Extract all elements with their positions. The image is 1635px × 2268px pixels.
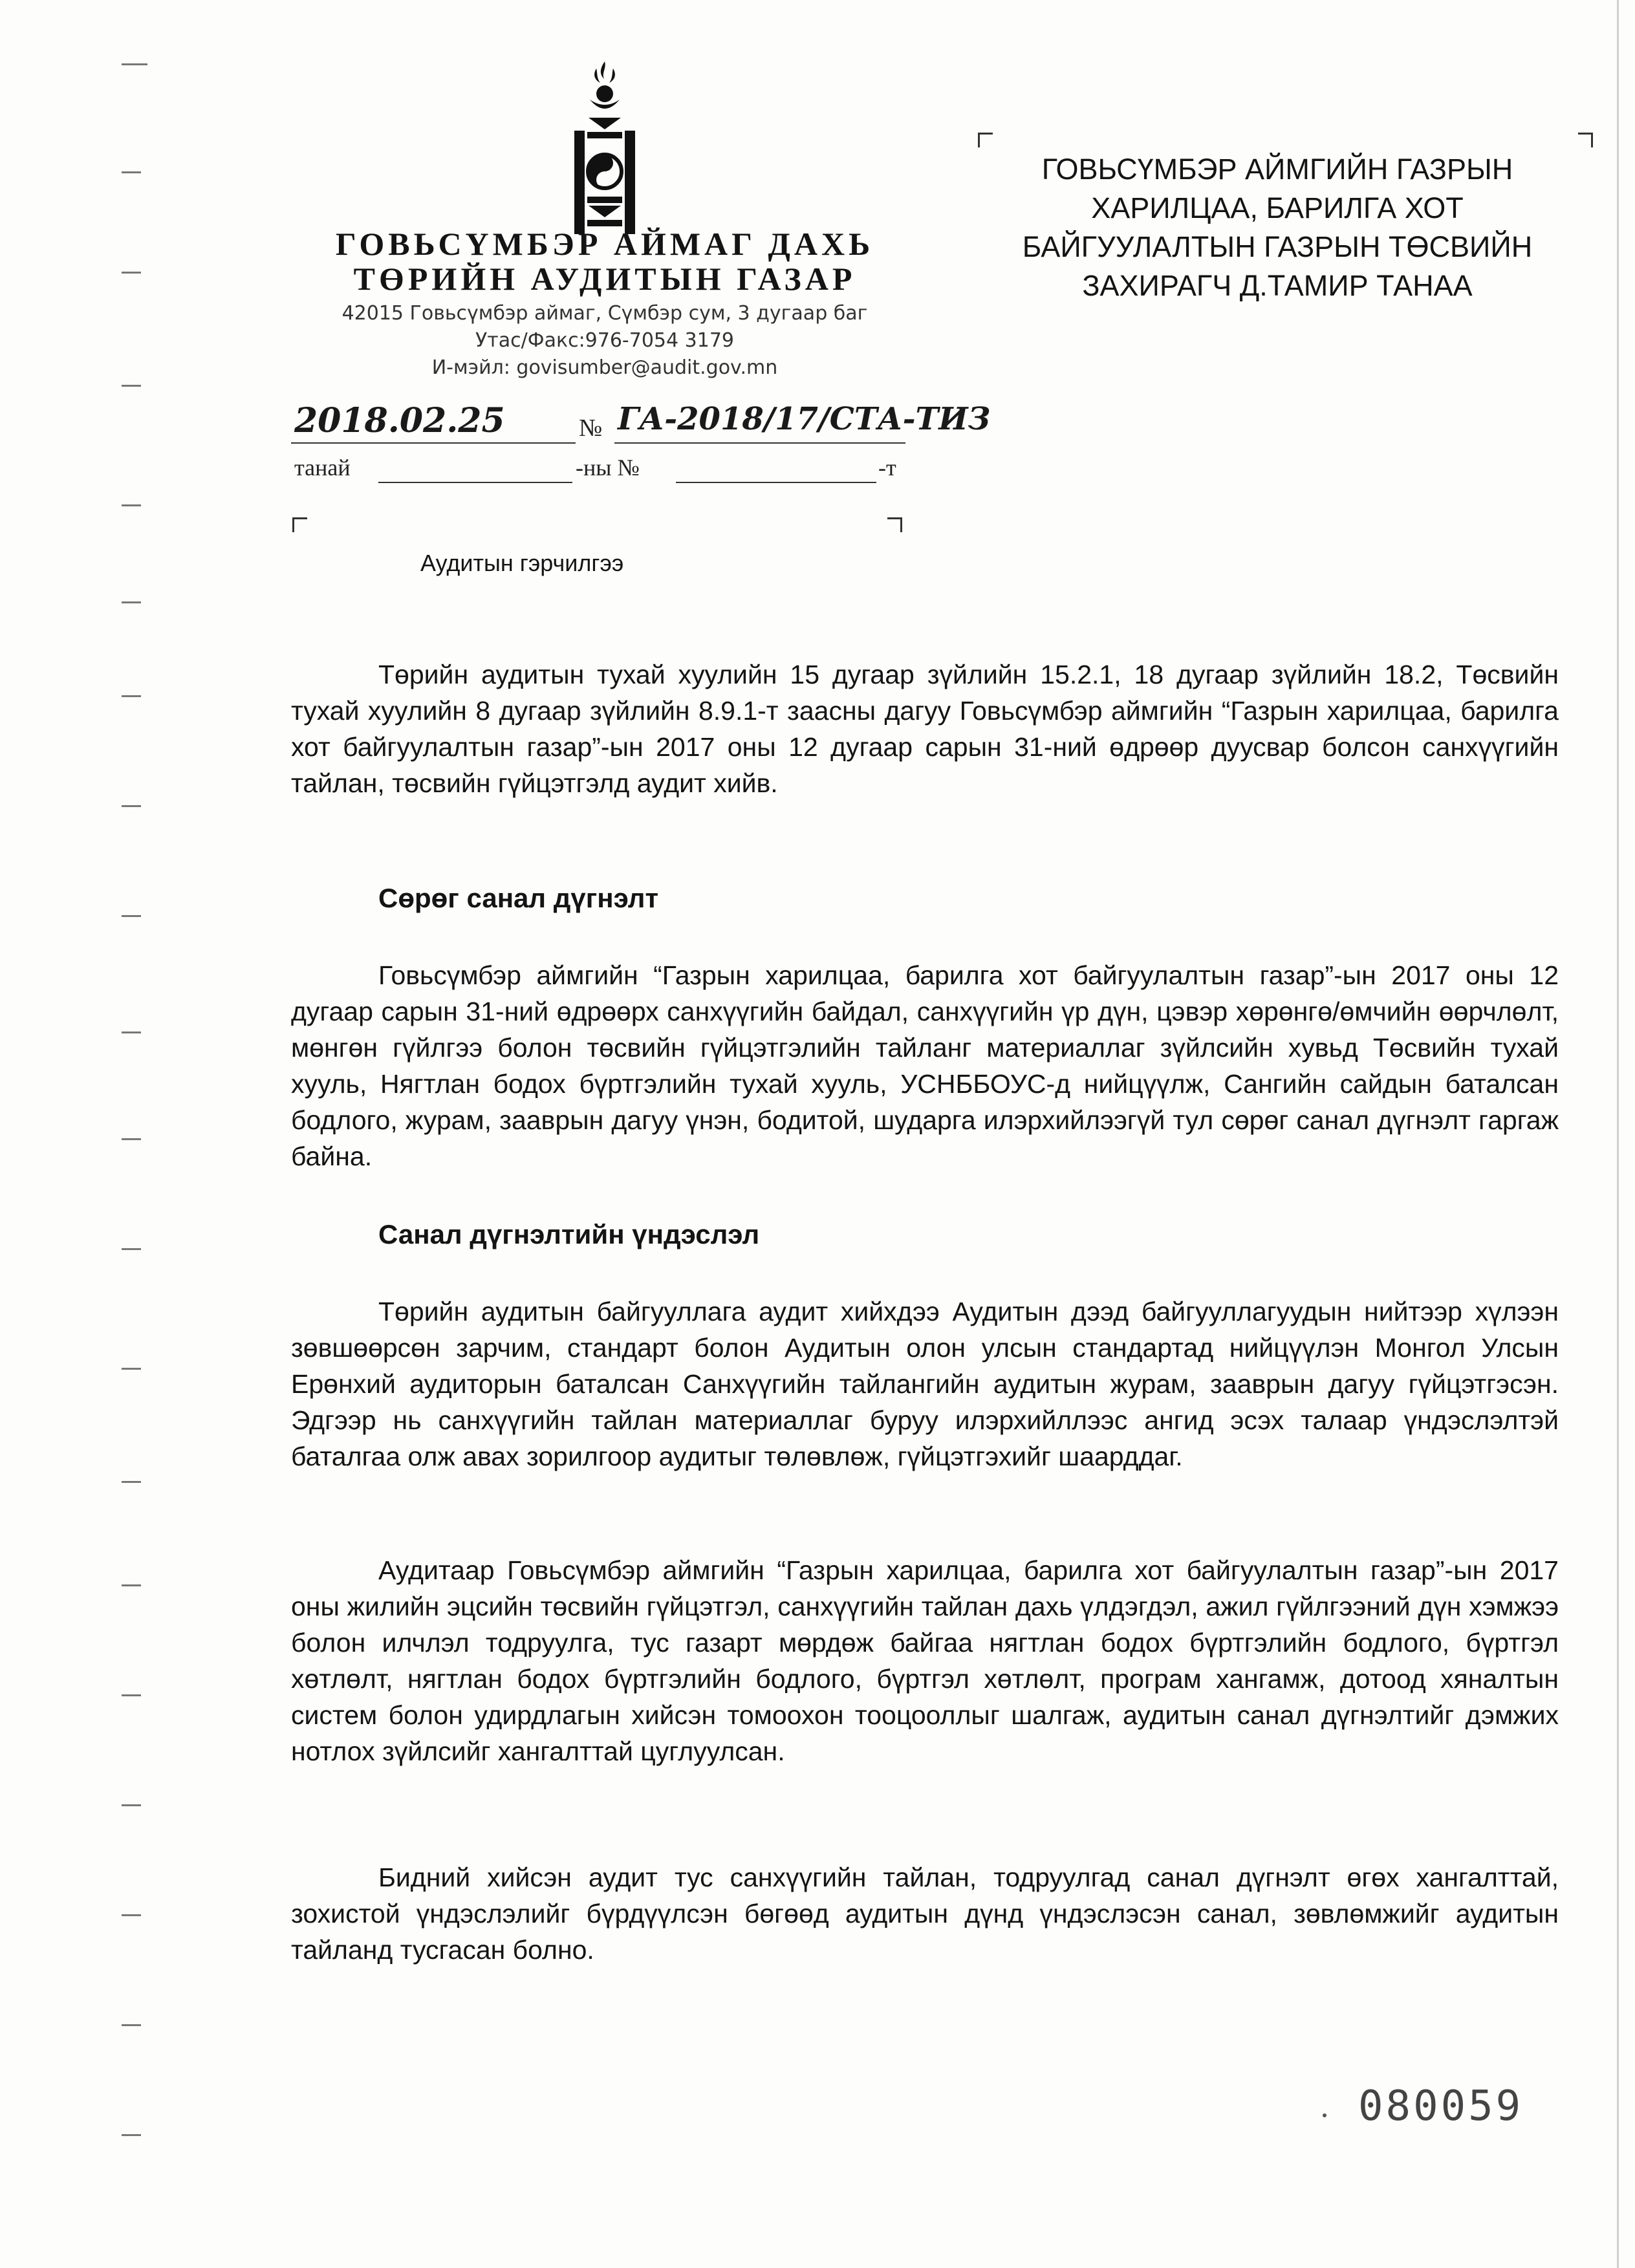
- handwritten-letter-number: ГА-2018/17/СТА-ТИЗ: [618, 401, 991, 437]
- your-label: танай: [294, 455, 351, 481]
- issuer-block: [272, 226, 938, 382]
- issuer-name-line1: ГОВЬСҮМБЭР АЙМАГ ДАХЬ: [335, 226, 874, 262]
- your-date-underline: [378, 482, 572, 483]
- scan-edge-mark: [122, 171, 141, 173]
- scan-edge-mark: [122, 1584, 141, 1586]
- paragraph-intro: Төрийн аудитын тухай хуулийн 15 дугаар зүйлийн 15.2.1, 18 дугаар зүйлийн 18.2, Төсвийн тухай хуулийн 8 дугаар зүйлийн 8.9.1-т заасны дагуу Говьсүмбэр аймгийн “Газрын харилцаа, барилга хот байгуулалтын газар”-ын 2017 оны 12 дугаар сарын 31-ний өдрөөр дуусвар болсон санхүүгийн тайлан, төсвийн гүйцэтгэлд аудит хийв.: [291, 660, 1559, 798]
- soyombo-emblem-icon: [556, 58, 653, 246]
- your-number-label: -ны №: [576, 455, 640, 481]
- scan-edge-mark: [122, 601, 141, 603]
- heading-basis-for-opinion: Санал дүгнэлтийн үндэслэл: [378, 1219, 760, 1249]
- your-number-suffix: -т: [878, 455, 896, 481]
- scan-edge-mark: [122, 1481, 141, 1483]
- scan-edge-mark: [122, 385, 141, 387]
- scan-edge-mark: [122, 695, 141, 697]
- scan-edge-mark: [122, 1694, 141, 1696]
- scan-edge-mark: [122, 504, 141, 506]
- scan-right-edge: [1617, 0, 1619, 2268]
- scan-edge-mark: [122, 1914, 141, 1916]
- scan-edge-mark: [122, 63, 147, 65]
- addressee-block: [970, 150, 1585, 305]
- addressee-corner-bracket: [1578, 133, 1593, 147]
- subject-corner-bracket: [887, 517, 902, 532]
- paragraph-conclusion: Бидний хийсэн аудит тус санхүүгийн тайлан, тодруулгад санал дүгнэлт өгөх хангалттай, зохистой үндэслэлийг бүрдүүлсэн бөгөөд аудитын дүнд үндэслэсэн санал, зөвлөмжийг аудитын тайланд тусгасан болно.: [291, 1863, 1559, 1965]
- scan-edge-mark: [122, 272, 141, 274]
- paragraph-audit-standards: Төрийн аудитын байгууллага аудит хийхдээ Аудитын дээд байгууллагуудын нийтээр хүлээн зөвшөөрсөн зарчим, стандарт болон Аудитын олон улсын стандартад нийцүүлэн Монгол Улсын Ерөнхий аудиторын баталсан Санхүүгийн тайлангийн аудитын журам, зааврын дагуу гүйцэтгэсэн. Эдгээр нь санхүүгийн тайлан материаллаг буруу илэрхийллээс ангид эсэх талаар үндэслэлтэй баталгаа олж авах зорилгоор аудитыг төлөвлөж, гүйцэтгэхийг шаарддаг.: [291, 1297, 1559, 1471]
- scan-edge-mark: [122, 2134, 141, 2136]
- addressee-corner-bracket: [978, 133, 993, 147]
- addressee-line1: ГОВЬСҮМБЭР АЙМГИЙН ГАЗРЫН: [1041, 153, 1513, 186]
- addressee-line2: ХАРИЛЦАА, БАРИЛГА ХОТ: [1091, 191, 1464, 224]
- addressee-line4: ЗАХИРАГЧ Д.ТАМИР ТАНАА: [1082, 269, 1473, 302]
- scan-edge-mark: [122, 1248, 141, 1250]
- your-number-underline: [676, 482, 876, 483]
- number-underline: [614, 442, 905, 444]
- date-underline: [291, 442, 576, 444]
- scan-edge-mark: [122, 1031, 141, 1033]
- subject-corner-bracket: [292, 517, 307, 532]
- scan-edge-mark: [122, 1804, 141, 1806]
- scan-edge-mark: [122, 805, 141, 807]
- paragraph-adverse-opinion: Говьсүмбэр аймгийн “Газрын харилцаа, барилга хот байгуулалтын газар”-ын 2017 оны 12 дугаар сарын 31-ний өдрөөрх санхүүгийн байдал, санхүүгийн үр дүн, цэвэр хөрөнгө/өмчийн өөрчлөлт, мөнгөн гүйлгээ болон төсвийн гүйцэтгэлийн тайланг материаллаг зүйлсийн хувьд Төсвийн тухай хууль, Нягтлан бодох бүртгэлийн тухай хууль, УСНББОУС-д нийцүүлж, Сангийн сайдын баталсан бодлого, журам, зааврын дагуу үнэн, бодитой, шударга илэрхийлээгүй тул сөрөг санал дүгнэлт гаргаж байна.: [291, 960, 1559, 1171]
- number-sign: №: [579, 415, 603, 442]
- scan-edge-mark: [122, 1138, 141, 1140]
- issuer-email: И-мэйл: govisumber@audit.gov.mn: [431, 356, 778, 379]
- letter-subject: Аудитын гэрчилгээ: [420, 550, 624, 576]
- page-serial-number: 080059: [1358, 2082, 1524, 2130]
- addressee-line3: БАЙГУУЛАЛТЫН ГАЗРЫН ТӨСВИЙН: [1022, 230, 1533, 263]
- scan-edge-mark: [122, 1368, 141, 1370]
- handwritten-date: 2018.02.25: [294, 401, 505, 440]
- heading-adverse-opinion: Сөрөг санал дүгнэлт: [378, 883, 659, 913]
- paragraph-audit-procedures: Аудитаар Говьсүмбэр аймгийн “Газрын харилцаа, барилга хот байгуулалтын газар”-ын 2017 оны жилийн эцсийн төсвийн гүйцэтгэл, санхүүгийн тайлан дахь үлдэгдэл, ажил гүйлгээний дүн хэмжээ болон илчлэл тодруулга, тус газарт мөрдөж байгаа нягтлан бодох бүртгэлийн бодлого, бүртгэл хөтлөлт, нягтлан бодох бүртгэлийн бодлого, бүртгэл хөтлөлт, програм хангамж, дотоод хяналтын систем болон удирдлагын хийсэн томоохон тооцооллыг шалгаж, аудитын санал дүгнэлтийг дэмжих нотлох зүйлсийг хангалттай цуглуулсан.: [291, 1555, 1559, 1766]
- issuer-address: 42015 Говьсүмбэр аймаг, Сүмбэр сум, 3 дугаар баг: [341, 302, 868, 325]
- scan-edge-mark: [122, 915, 141, 917]
- scan-edge-mark: [122, 2024, 141, 2026]
- stamp-dot: [1323, 2113, 1326, 2117]
- issuer-phone: Утас/Факс:976-7054 3179: [475, 329, 734, 352]
- issuer-name-line2: ТӨРИЙН АУДИТЫН ГАЗАР: [353, 261, 856, 297]
